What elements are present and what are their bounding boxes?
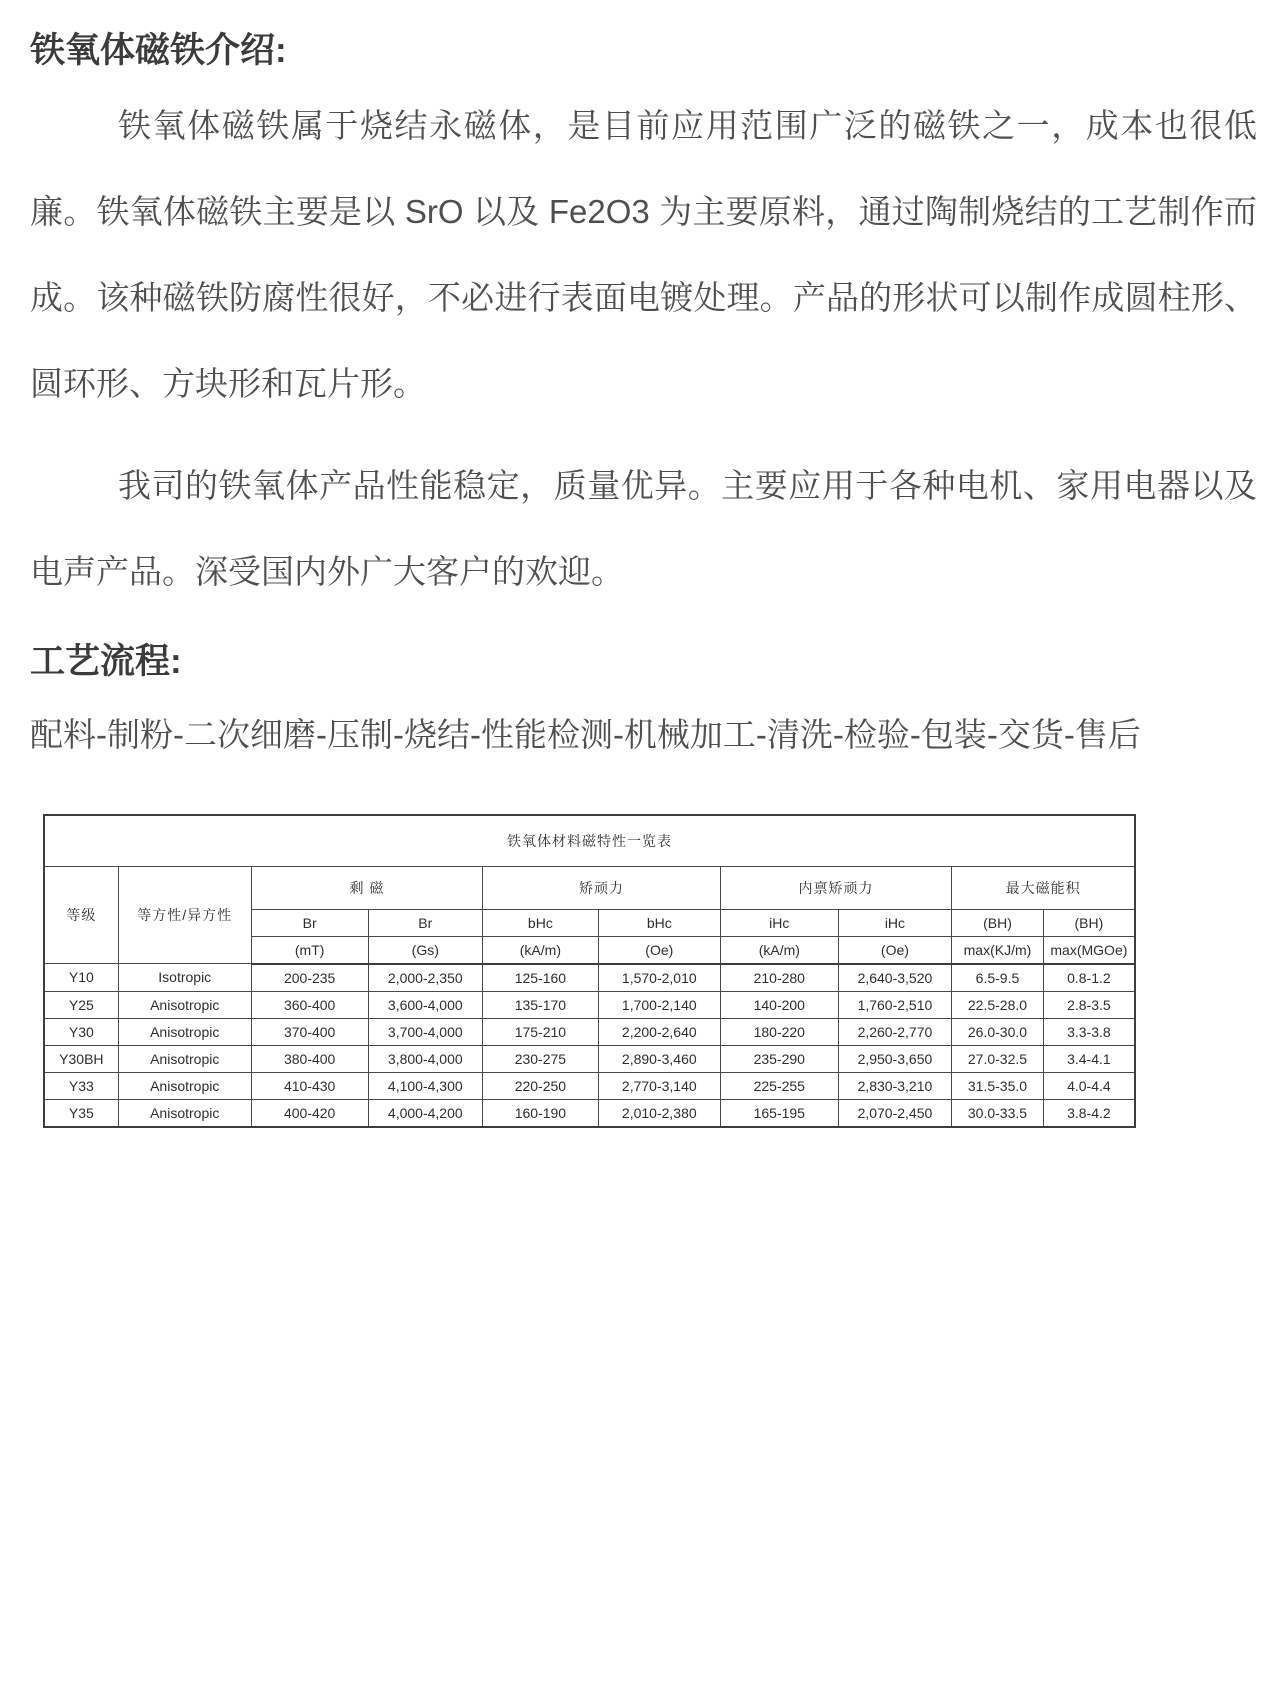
col-header-grade: 等级 (44, 866, 118, 964)
value-cell: 200-235 (251, 964, 368, 992)
col-unit: max(MGOe) (1043, 936, 1135, 964)
isotropy-cell: Isotropic (118, 964, 251, 992)
value-cell: 2,260-2,770 (838, 1018, 951, 1045)
value-cell: 180-220 (720, 1018, 838, 1045)
table-row (44, 964, 1135, 992)
isotropy-cell: Anisotropic (118, 1099, 251, 1127)
value-cell: 2,010-2,380 (598, 1099, 720, 1127)
col-unit: (kA/m) (483, 936, 599, 964)
col-subheader: (BH) (1043, 909, 1135, 936)
value-cell: 230-275 (483, 1045, 599, 1072)
col-subheader: (BH) (952, 909, 1044, 936)
grade-cell: Y30BH (44, 1045, 118, 1072)
value-cell: 165-195 (720, 1099, 838, 1127)
value-cell: 3,700-4,000 (368, 1018, 483, 1045)
value-cell: 140-200 (720, 991, 838, 1018)
magnetic-properties-table-wrapper (43, 814, 1136, 1128)
value-cell: 27.0-32.5 (952, 1045, 1044, 1072)
value-cell: 3.3-3.8 (1043, 1018, 1135, 1045)
value-cell: 6.5-9.5 (952, 964, 1044, 992)
value-cell: 2,950-3,650 (838, 1045, 951, 1072)
value-cell: 4,100-4,300 (368, 1072, 483, 1099)
value-cell: 22.5-28.0 (952, 991, 1044, 1018)
col-subheader: iHc (720, 909, 838, 936)
value-cell: 3,800-4,000 (368, 1045, 483, 1072)
value-cell: 235-290 (720, 1045, 838, 1072)
value-cell: 3.4-4.1 (1043, 1045, 1135, 1072)
intro-paragraph-2: 我司的铁氧体产品性能稳定，质量优异。主要应用于各种电机、家用电器以及电声产品。深受国内外广大客户的欢迎。 (30, 466, 1257, 590)
value-cell: 160-190 (483, 1099, 599, 1127)
value-cell: 125-160 (483, 964, 599, 992)
value-cell: 225-255 (720, 1072, 838, 1099)
grade-cell: Y10 (44, 964, 118, 992)
value-cell: 400-420 (251, 1099, 368, 1127)
col-unit: (Gs) (368, 936, 483, 964)
table-body (44, 964, 1135, 1127)
value-cell: 2,830-3,210 (838, 1072, 951, 1099)
value-cell: 135-170 (483, 991, 599, 1018)
col-group-remanence: 剩 磁 (251, 866, 482, 909)
value-cell: 0.8-1.2 (1043, 964, 1135, 992)
value-cell: 360-400 (251, 991, 368, 1018)
value-cell: 2,770-3,140 (598, 1072, 720, 1099)
value-cell: 220-250 (483, 1072, 599, 1099)
value-cell: 2,200-2,640 (598, 1018, 720, 1045)
grade-cell: Y35 (44, 1099, 118, 1127)
col-subheader: Br (368, 909, 483, 936)
process-flow-text: 配料-制粉-二次细磨-压制-烧结-性能检测-机械加工-清洗-检验-包装-交货-售后 (30, 715, 1141, 753)
value-cell: 2,640-3,520 (838, 964, 951, 992)
intro-heading: 铁氧体磁铁介绍: (30, 31, 287, 70)
value-cell: 210-280 (720, 964, 838, 992)
value-cell: 410-430 (251, 1072, 368, 1099)
value-cell: 31.5-35.0 (952, 1072, 1044, 1099)
value-cell: 1,570-2,010 (598, 964, 720, 992)
isotropy-cell: Anisotropic (118, 1045, 251, 1072)
isotropy-cell: Anisotropic (118, 991, 251, 1018)
table-title: 铁氧体材料磁特性一览表 (44, 815, 1135, 867)
value-cell: 4,000-4,200 (368, 1099, 483, 1127)
col-unit: (kA/m) (720, 936, 838, 964)
col-unit: (Oe) (838, 936, 951, 964)
col-subheader: bHc (598, 909, 720, 936)
grade-cell: Y33 (44, 1072, 118, 1099)
value-cell: 26.0-30.0 (952, 1018, 1044, 1045)
value-cell: 3.8-4.2 (1043, 1099, 1135, 1127)
col-subheader: Br (251, 909, 368, 936)
value-cell: 3,600-4,000 (368, 991, 483, 1018)
col-unit: (mT) (251, 936, 368, 964)
value-cell: 1,760-2,510 (838, 991, 951, 1018)
value-cell: 4.0-4.4 (1043, 1072, 1135, 1099)
table-row (44, 1018, 1135, 1045)
value-cell: 175-210 (483, 1018, 599, 1045)
value-cell: 2,070-2,450 (838, 1099, 951, 1127)
value-cell: 30.0-33.5 (952, 1099, 1044, 1127)
grade-cell: Y30 (44, 1018, 118, 1045)
col-subheader: iHc (838, 909, 951, 936)
isotropy-cell: Anisotropic (118, 1072, 251, 1099)
table-row (44, 1072, 1135, 1099)
magnetic-properties-table (43, 814, 1136, 1128)
col-header-isotropy: 等方性/异方性 (118, 866, 251, 964)
intro-paragraph-1: 铁氧体磁铁属于烧结永磁体，是目前应用范围广泛的磁铁之一，成本也很低廉。铁氧体磁铁主要是以 SrO 以及 Fe2O3 为主要原料，通过陶制烧结的工艺制作而成。该种磁铁防腐性很好，不必进行表面电镀处理。产品的形状可以制作成圆柱形、圆环形、方块形和瓦片形。 (30, 106, 1257, 402)
value-cell: 370-400 (251, 1018, 368, 1045)
value-cell: 380-400 (251, 1045, 368, 1072)
value-cell: 2,890-3,460 (598, 1045, 720, 1072)
table-group-header-row (44, 866, 1135, 909)
grade-cell: Y25 (44, 991, 118, 1018)
process-heading: 工艺流程: (30, 641, 182, 681)
col-group-max-energy-product: 最大磁能积 (952, 866, 1135, 909)
col-unit: max(KJ/m) (952, 936, 1044, 964)
isotropy-cell: Anisotropic (118, 1018, 251, 1045)
table-row (44, 991, 1135, 1018)
table-row (44, 1045, 1135, 1072)
value-cell: 2.8-3.5 (1043, 991, 1135, 1018)
value-cell: 2,000-2,350 (368, 964, 483, 992)
value-cell: 1,700-2,140 (598, 991, 720, 1018)
table-row (44, 1099, 1135, 1127)
table-title-row (44, 815, 1135, 867)
col-unit: (Oe) (598, 936, 720, 964)
col-subheader: bHc (483, 909, 599, 936)
col-group-intrinsic-coercivity: 内禀矫顽力 (720, 866, 951, 909)
col-group-coercivity: 矫顽力 (483, 866, 721, 909)
